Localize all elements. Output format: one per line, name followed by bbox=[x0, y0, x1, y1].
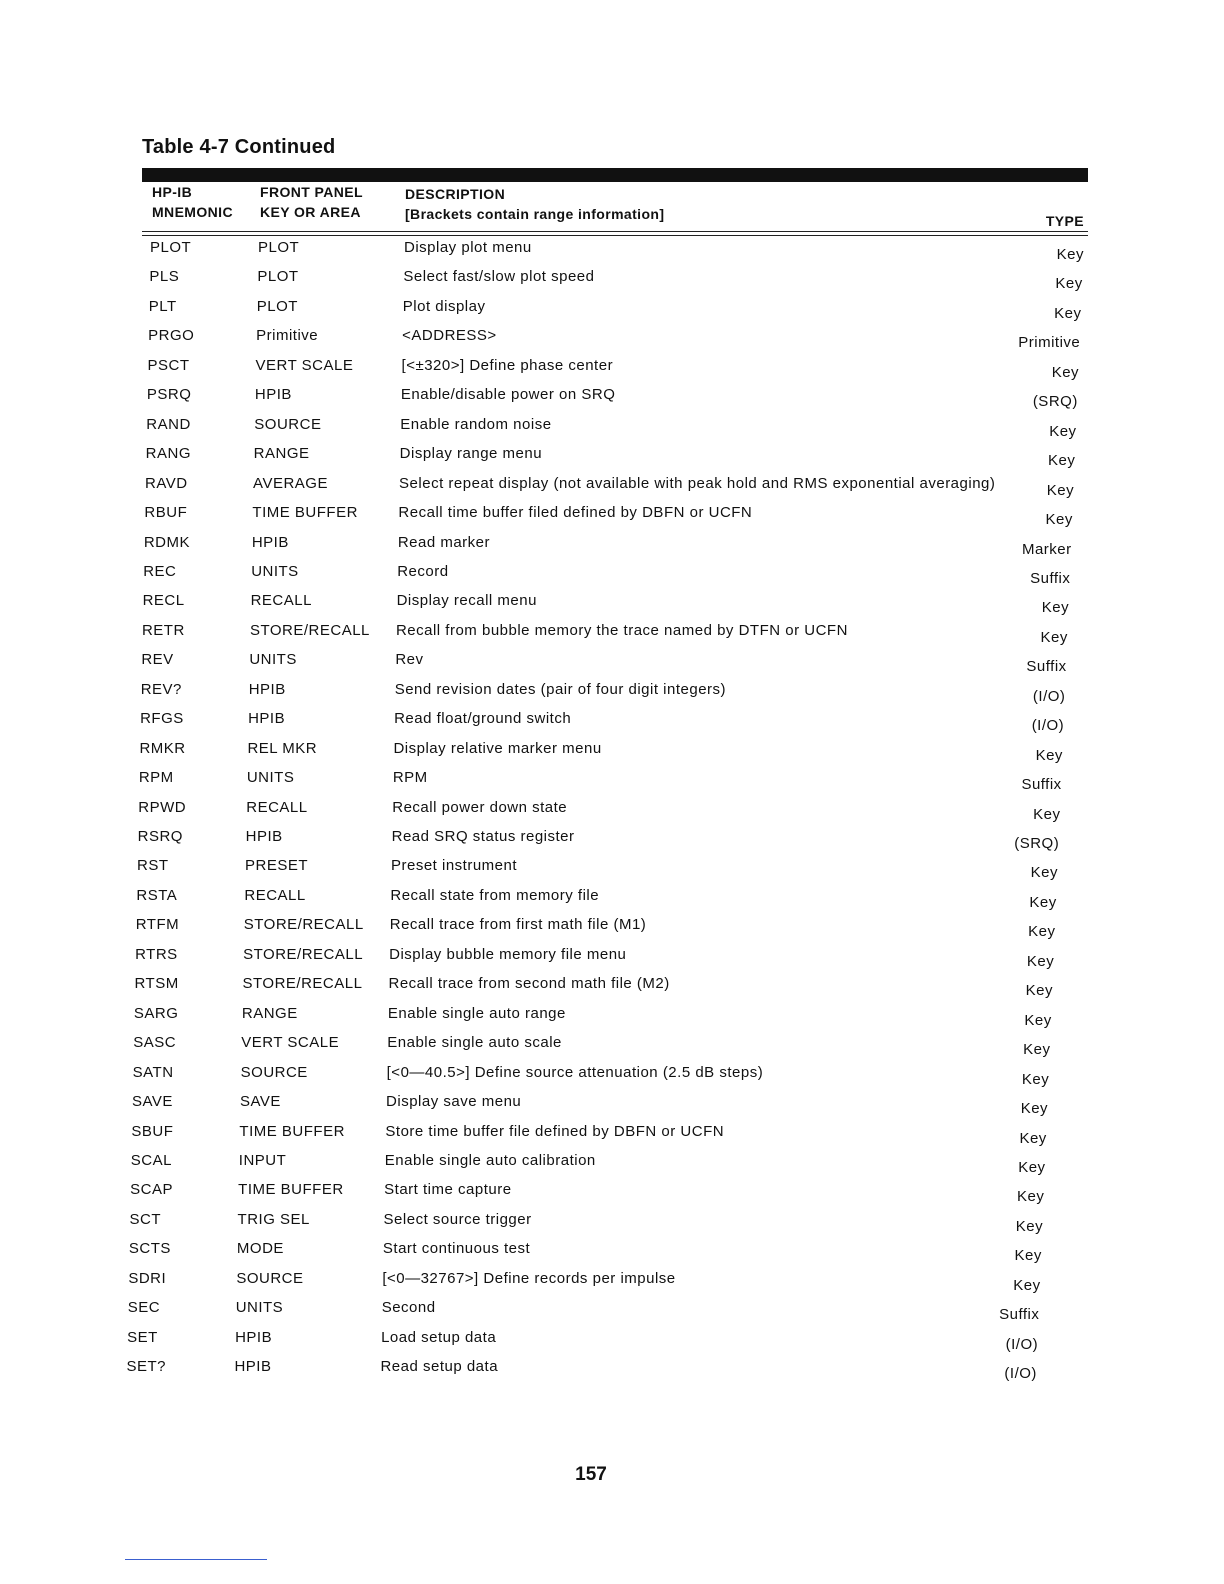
front-panel-key-cell: UNITS bbox=[249, 651, 297, 669]
front-panel-key-cell: UNITS bbox=[235, 1299, 284, 1317]
table-row bbox=[0, 621, 1216, 650]
type-cell: Key bbox=[1020, 1100, 1049, 1118]
description-cell: [<0—40.5>] Define source attenuation (2.5 dB steps) bbox=[386, 1063, 764, 1081]
description-cell: Display range menu bbox=[399, 445, 543, 463]
header-description-line-2: [Brackets contain range information] bbox=[405, 206, 665, 222]
description-cell: Plot display bbox=[402, 297, 486, 315]
description-cell: Read marker bbox=[397, 533, 491, 551]
front-panel-key-cell: UNITS bbox=[251, 562, 299, 580]
front-panel-key-cell: MODE bbox=[236, 1240, 284, 1258]
header-description-line-1: DESCRIPTION bbox=[405, 186, 506, 202]
header-mnemonic-line-2: MNEMONIC bbox=[152, 204, 233, 220]
description-cell: Select fast/slow plot speed bbox=[403, 268, 595, 286]
mnemonic-cell: RFGS bbox=[140, 710, 184, 728]
description-cell: Enable random noise bbox=[400, 415, 552, 433]
description-cell: Display relative marker menu bbox=[393, 739, 602, 757]
description-cell: Enable single auto calibration bbox=[384, 1151, 596, 1169]
description-cell: [<±320>] Define phase center bbox=[401, 356, 614, 374]
mnemonic-cell: RSRQ bbox=[137, 828, 183, 845]
front-panel-key-cell: TIME BUFFER bbox=[239, 1122, 345, 1140]
table-row bbox=[0, 1239, 1203, 1268]
table-row bbox=[0, 1269, 1202, 1298]
front-panel-key-cell: PLOT bbox=[256, 297, 298, 315]
type-cell: Key bbox=[1021, 1070, 1050, 1088]
mnemonic-cell: RSTA bbox=[136, 886, 178, 904]
mnemonic-cell: RPWD bbox=[138, 798, 187, 816]
type-cell: Key bbox=[1049, 422, 1077, 440]
type-cell: Key bbox=[1028, 923, 1056, 941]
type-cell: Key bbox=[1013, 1276, 1041, 1294]
type-cell: Suffix bbox=[1030, 569, 1071, 587]
front-panel-key-cell: SOURCE bbox=[254, 415, 322, 433]
type-cell: Key bbox=[1016, 1188, 1045, 1206]
table-row bbox=[0, 1063, 1207, 1092]
front-panel-key-cell: SAVE bbox=[240, 1093, 281, 1111]
table-row bbox=[0, 415, 1220, 444]
type-cell: Key bbox=[1055, 275, 1083, 293]
type-cell: Key bbox=[1040, 628, 1068, 646]
description-cell: Record bbox=[397, 562, 449, 580]
page-title: Table 4-7 Continued bbox=[142, 136, 336, 158]
mnemonic-cell: RMKR bbox=[139, 739, 186, 757]
table-row bbox=[0, 533, 1218, 562]
description-cell: RPM bbox=[392, 769, 428, 787]
table-row bbox=[0, 1092, 1206, 1121]
mnemonic-cell: SBUF bbox=[131, 1122, 174, 1140]
table-row bbox=[0, 945, 1209, 974]
front-panel-key-cell: VERT SCALE bbox=[255, 356, 354, 374]
table-row bbox=[0, 1357, 1200, 1386]
front-panel-key-cell: PLOT bbox=[257, 268, 299, 286]
description-cell: Second bbox=[381, 1299, 436, 1317]
front-panel-key-cell: PLOT bbox=[258, 239, 300, 256]
front-panel-key-cell: HPIB bbox=[251, 533, 289, 551]
table-row bbox=[0, 798, 1212, 827]
mnemonic-cell: RAND bbox=[146, 415, 191, 433]
front-panel-key-cell: TIME BUFFER bbox=[252, 504, 358, 522]
mnemonic-cell: PSCT bbox=[147, 356, 190, 374]
description-cell: Select source trigger bbox=[383, 1210, 532, 1228]
description-cell: [<0—32767>] Define records per impulse bbox=[382, 1269, 676, 1287]
type-cell: Key bbox=[1056, 246, 1084, 263]
type-cell: Key bbox=[1019, 1129, 1047, 1147]
table-row bbox=[0, 827, 1212, 856]
table-row bbox=[0, 1298, 1202, 1327]
front-panel-key-cell: AVERAGE bbox=[253, 474, 328, 492]
type-cell: Key bbox=[1029, 893, 1057, 911]
type-cell: Key bbox=[1033, 805, 1061, 823]
type-cell: (SRQ) bbox=[1032, 393, 1078, 411]
type-cell: Key bbox=[1014, 1247, 1042, 1265]
description-cell: Read SRQ status register bbox=[391, 828, 575, 845]
description-cell: Display plot menu bbox=[404, 239, 532, 256]
mnemonic-cell: RBUF bbox=[144, 504, 188, 522]
description-cell: Recall time buffer filed defined by DBFN or UCFN bbox=[398, 504, 753, 522]
type-cell: (I/O) bbox=[1031, 717, 1065, 735]
type-cell: (I/O) bbox=[1005, 1335, 1039, 1353]
description-cell: Display recall menu bbox=[396, 592, 537, 610]
front-panel-key-cell: STORE/RECALL bbox=[243, 945, 364, 963]
front-panel-key-cell: REL MKR bbox=[247, 739, 318, 757]
description-cell: Select repeat display (not available with peak hold and RMS exponential averaging) bbox=[399, 474, 996, 492]
mnemonic-cell: SATN bbox=[132, 1063, 174, 1081]
description-cell: Enable single auto range bbox=[387, 1004, 566, 1022]
front-panel-key-cell: HPIB bbox=[254, 386, 292, 404]
mnemonic-cell: SASC bbox=[133, 1034, 177, 1052]
type-cell: Key bbox=[1051, 363, 1080, 381]
type-cell: Key bbox=[1045, 511, 1073, 529]
front-panel-key-cell: INPUT bbox=[238, 1151, 287, 1169]
mnemonic-cell: RETR bbox=[141, 621, 185, 639]
mnemonic-cell: SCTS bbox=[128, 1240, 171, 1258]
description-cell: Send revision dates (pair of four digit integers) bbox=[394, 680, 727, 698]
type-cell: Marker bbox=[1021, 540, 1072, 558]
description-cell: Read float/ground switch bbox=[394, 710, 572, 728]
table-row bbox=[0, 856, 1211, 885]
mnemonic-cell: PLT bbox=[148, 297, 177, 315]
description-cell: Recall from bubble memory the trace named by DTFN or UCFN bbox=[395, 621, 848, 639]
front-panel-key-cell: HPIB bbox=[245, 828, 283, 845]
type-cell: Key bbox=[1041, 599, 1070, 617]
header-front-panel-line-2: KEY OR AREA bbox=[260, 204, 361, 220]
front-panel-key-cell: TIME BUFFER bbox=[238, 1181, 344, 1199]
header-type-label: TYPE bbox=[1045, 213, 1084, 229]
front-panel-key-cell: HPIB bbox=[235, 1328, 273, 1346]
type-cell: Key bbox=[1035, 746, 1063, 764]
table-row bbox=[0, 680, 1215, 709]
type-cell: Key bbox=[1030, 864, 1058, 882]
table-row bbox=[0, 974, 1209, 1003]
type-cell: Key bbox=[1025, 982, 1053, 1000]
mnemonic-cell: RDMK bbox=[143, 533, 190, 551]
mnemonic-cell: RPM bbox=[138, 769, 174, 787]
type-cell: Key bbox=[1023, 1041, 1051, 1059]
description-cell: Start time capture bbox=[384, 1181, 512, 1199]
table-row bbox=[0, 739, 1213, 768]
front-panel-key-cell: HPIB bbox=[248, 710, 286, 728]
mnemonic-cell: PSRQ bbox=[146, 386, 192, 404]
mnemonic-cell: PRGO bbox=[148, 327, 195, 345]
type-cell: Suffix bbox=[999, 1306, 1040, 1324]
mnemonic-cell: REV bbox=[141, 651, 174, 669]
front-panel-key-cell: SOURCE bbox=[240, 1063, 308, 1081]
mnemonic-cell: PLS bbox=[149, 268, 180, 286]
table-row bbox=[0, 1004, 1208, 1033]
description-cell: Read setup data bbox=[380, 1358, 499, 1376]
mnemonic-cell: SCAL bbox=[130, 1151, 172, 1169]
table-row bbox=[0, 1151, 1205, 1180]
front-panel-key-cell: HPIB bbox=[248, 680, 286, 698]
front-panel-key-cell: RECALL bbox=[246, 798, 308, 816]
type-cell: Key bbox=[1018, 1158, 1046, 1176]
description-cell: Preset instrument bbox=[390, 857, 518, 875]
front-panel-key-cell: STORE/RECALL bbox=[249, 621, 370, 639]
table-row bbox=[0, 385, 1221, 414]
table-row bbox=[0, 356, 1222, 385]
front-panel-key-cell: UNITS bbox=[246, 769, 295, 787]
mnemonic-cell: RECL bbox=[142, 592, 185, 610]
description-cell: Recall trace from second math file (M2) bbox=[388, 975, 670, 993]
mnemonic-cell: RTSM bbox=[134, 975, 179, 993]
front-panel-key-cell: RECALL bbox=[250, 592, 312, 610]
header-front-panel-line-1: FRONT PANEL bbox=[260, 184, 363, 200]
type-cell: Key bbox=[1054, 304, 1082, 322]
type-cell: Suffix bbox=[1026, 658, 1067, 676]
type-cell: Key bbox=[1046, 481, 1075, 499]
table-row bbox=[0, 768, 1213, 797]
front-panel-key-cell: Primitive bbox=[256, 327, 319, 345]
table-row bbox=[0, 238, 1224, 267]
mnemonic-cell: SET bbox=[127, 1328, 158, 1346]
page-number: 157 bbox=[575, 1464, 607, 1485]
front-panel-key-cell: HPIB bbox=[234, 1358, 272, 1376]
mnemonic-cell: PLOT bbox=[150, 239, 192, 256]
table-row bbox=[0, 503, 1218, 532]
table-row bbox=[0, 562, 1217, 591]
description-cell: Recall power down state bbox=[392, 798, 568, 816]
table-row bbox=[0, 1033, 1207, 1062]
description-cell: <ADDRESS> bbox=[402, 327, 497, 345]
description-cell: Store time buffer file defined by DBFN or UCFN bbox=[385, 1122, 725, 1140]
description-cell: Enable single auto scale bbox=[387, 1034, 562, 1052]
mnemonic-cell: SDRI bbox=[128, 1269, 167, 1287]
description-cell: Display bubble memory file menu bbox=[389, 945, 627, 963]
footer-rule bbox=[125, 1559, 267, 1560]
front-panel-key-cell: RANGE bbox=[253, 445, 310, 463]
description-cell: Recall state from memory file bbox=[390, 886, 600, 904]
type-cell: Key bbox=[1047, 452, 1076, 470]
table-row bbox=[0, 1122, 1205, 1151]
type-cell: (SRQ) bbox=[1014, 835, 1060, 852]
table-row bbox=[0, 326, 1222, 355]
mnemonic-cell: RAVD bbox=[145, 474, 188, 492]
mnemonic-cell: SAVE bbox=[132, 1093, 173, 1111]
table-row bbox=[0, 444, 1220, 473]
mnemonic-cell: RTFM bbox=[135, 916, 180, 934]
type-cell: Key bbox=[1015, 1217, 1044, 1235]
table-row bbox=[0, 267, 1223, 296]
mnemonic-cell: RANG bbox=[145, 445, 192, 463]
type-cell: (I/O) bbox=[1004, 1365, 1037, 1383]
front-panel-key-cell: VERT SCALE bbox=[241, 1034, 340, 1052]
type-cell: Key bbox=[1024, 1011, 1052, 1029]
description-cell: Recall trace from first math file (M1) bbox=[389, 916, 647, 934]
mnemonic-cell: SET? bbox=[126, 1358, 166, 1376]
mnemonic-cell: RTRS bbox=[135, 945, 178, 963]
table-row bbox=[0, 1180, 1204, 1209]
table-row bbox=[0, 1328, 1201, 1357]
table-row bbox=[0, 591, 1217, 620]
front-panel-key-cell: STORE/RECALL bbox=[242, 975, 363, 993]
front-panel-key-cell: STORE/RECALL bbox=[243, 916, 364, 934]
mnemonic-cell: REC bbox=[143, 562, 177, 580]
type-cell: Key bbox=[1026, 952, 1055, 970]
mnemonic-cell: SCAP bbox=[130, 1181, 174, 1199]
table-row bbox=[0, 474, 1219, 503]
description-cell: Display save menu bbox=[386, 1093, 522, 1111]
header-mnemonic-line-1: HP-IB bbox=[152, 184, 193, 200]
table-row bbox=[0, 886, 1210, 915]
mnemonic-cell: SEC bbox=[127, 1299, 161, 1317]
table-row bbox=[0, 650, 1215, 679]
front-panel-key-cell: PRESET bbox=[244, 857, 308, 875]
description-cell: Start continuous test bbox=[382, 1240, 531, 1258]
table-row bbox=[0, 709, 1214, 738]
type-cell: (I/O) bbox=[1032, 687, 1066, 705]
mnemonic-cell: REV? bbox=[140, 680, 182, 698]
mnemonic-cell: SARG bbox=[133, 1004, 179, 1022]
table-row bbox=[0, 297, 1223, 326]
table-row bbox=[0, 915, 1210, 944]
description-cell: Rev bbox=[395, 651, 424, 669]
description-cell: Enable/disable power on SRQ bbox=[400, 386, 616, 404]
front-panel-key-cell: RANGE bbox=[241, 1004, 298, 1022]
type-cell: Suffix bbox=[1021, 776, 1062, 794]
mnemonic-cell: SCT bbox=[129, 1210, 162, 1228]
mnemonic-cell: RST bbox=[136, 857, 169, 875]
front-panel-key-cell: RECALL bbox=[244, 886, 306, 904]
front-panel-key-cell: SOURCE bbox=[236, 1269, 304, 1287]
description-cell: Load setup data bbox=[381, 1328, 497, 1346]
type-cell: Primitive bbox=[1018, 334, 1081, 352]
table-row bbox=[0, 1210, 1204, 1239]
front-panel-key-cell: TRIG SEL bbox=[237, 1210, 310, 1228]
